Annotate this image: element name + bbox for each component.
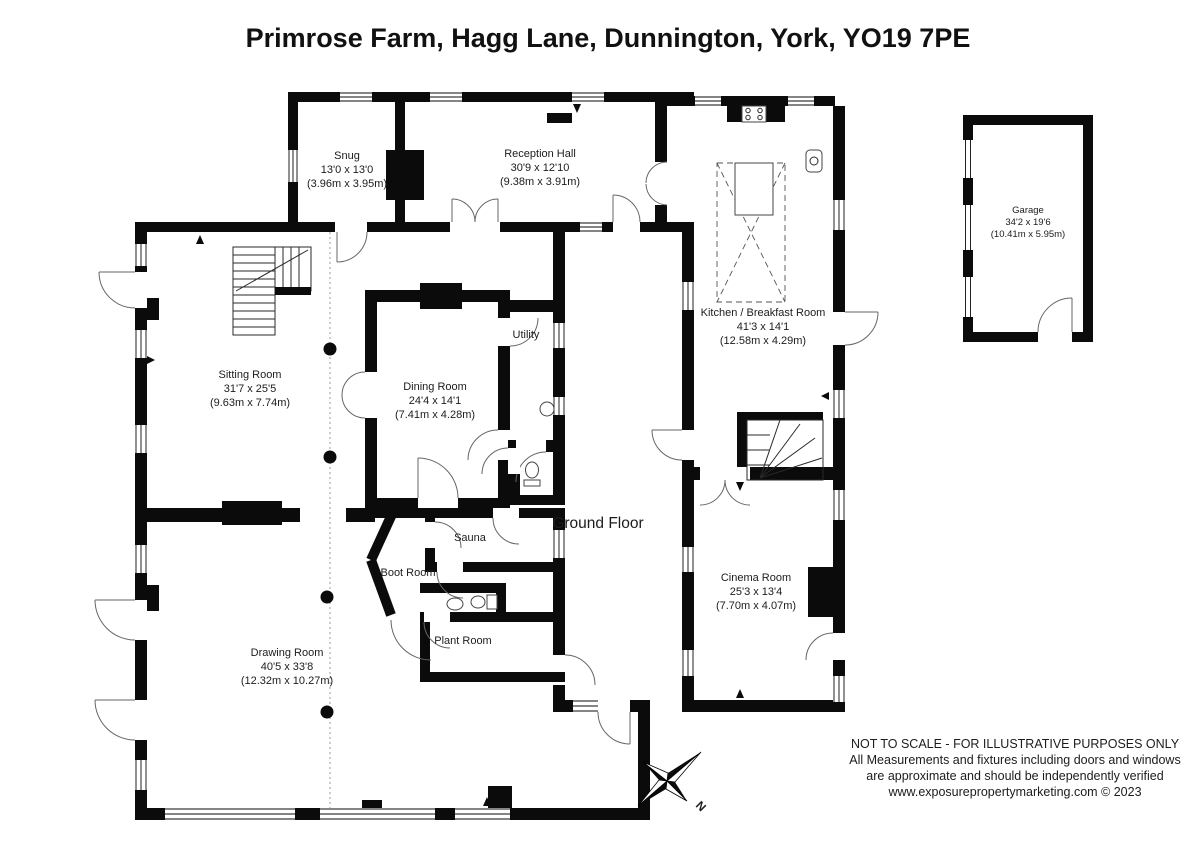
- svg-text:(7.41m x 4.28m): (7.41m x 4.28m): [394, 409, 476, 421]
- page-title: Primrose Farm, Hagg Lane, Dunnington, York, YO19 7PE: [245, 23, 971, 53]
- basin-icon: [540, 402, 554, 416]
- svg-text:(3.96m x 3.95m): (3.96m x 3.95m): [306, 178, 388, 190]
- svg-text:Dining Room: Dining Room: [403, 381, 467, 393]
- compass-north-label: N: [692, 798, 709, 815]
- svg-text:30'9 x 12'10: 30'9 x 12'10: [510, 162, 570, 174]
- sink-icon: [806, 150, 822, 172]
- kitchen-island: [735, 163, 773, 215]
- label-reception-hall: [500, 148, 580, 188]
- hob-icon: [742, 106, 766, 122]
- kitchen-fixtures: [717, 106, 823, 480]
- label-sitting-room: [210, 369, 290, 409]
- svg-text:(9.38m x 3.91m): (9.38m x 3.91m): [499, 176, 581, 188]
- label-plant-room: Plant Room: [434, 635, 492, 647]
- label-boot-room: Boot Room: [380, 567, 436, 579]
- svg-text:Kitchen / Breakfast Room: Kitchen / Breakfast Room: [700, 307, 826, 319]
- label-kitchen: [701, 307, 826, 347]
- svg-text:Cinema Room: Cinema Room: [720, 572, 792, 584]
- svg-text:(10.41m x 5.95m): (10.41m x 5.95m): [990, 229, 1066, 240]
- disclaimer-website: www.exposurepropertymarketing.com © 2023: [888, 785, 1142, 799]
- sitting-room-fireplace: [222, 501, 282, 525]
- svg-text:(12.58m x 4.29m): (12.58m x 4.29m): [719, 335, 807, 347]
- toilet-icon: [471, 596, 485, 608]
- svg-text:(7.70m x 4.07m): (7.70m x 4.07m): [715, 600, 797, 612]
- top-wing-walls: [135, 92, 694, 232]
- svg-text:NOT TO SCALE - FOR ILLUSTRATIV: NOT TO SCALE - FOR ILLUSTRATIVE PURPOSES ONLY: [850, 737, 1180, 751]
- svg-text:Drawing Room: Drawing Room: [250, 647, 324, 659]
- svg-text:Sitting Room: Sitting Room: [218, 369, 282, 381]
- label-utility: Utility: [512, 329, 540, 341]
- label-sauna: Sauna: [454, 532, 486, 544]
- svg-text:(12.32m x 10.27m): (12.32m x 10.27m): [240, 675, 334, 687]
- svg-text:Reception Hall: Reception Hall: [504, 148, 576, 160]
- svg-text:(9.63m x 7.74m): (9.63m x 7.74m): [209, 397, 291, 409]
- disclaimer: [849, 737, 1180, 799]
- svg-text:34'2 x 19'6: 34'2 x 19'6: [1005, 217, 1051, 228]
- basin-icon: [447, 598, 463, 610]
- svg-text:Garage: Garage: [1012, 205, 1044, 216]
- toilet-icon: [526, 462, 539, 478]
- label-garage: [991, 205, 1065, 240]
- svg-text:40'5 x 33'8: 40'5 x 33'8: [260, 661, 314, 673]
- svg-text:25'3 x 13'4: 25'3 x 13'4: [729, 586, 783, 598]
- boot-wc-fixtures: [447, 595, 497, 610]
- label-cinema-room: [716, 572, 796, 612]
- label-dining-room: [395, 381, 475, 421]
- svg-text:All Measurements and fixtures: All Measurements and fixtures including doors and windows: [849, 753, 1181, 767]
- label-snug: [307, 150, 387, 190]
- svg-text:31'7 x 25'5: 31'7 x 25'5: [223, 383, 277, 395]
- svg-text:24'4 x 14'1: 24'4 x 14'1: [408, 395, 462, 407]
- main-staircase: [233, 247, 311, 335]
- svg-text:Snug: Snug: [334, 150, 360, 162]
- floor-label: Ground Floor: [552, 515, 644, 532]
- svg-text:are approximate and should be: are approximate and should be independently verified: [866, 769, 1164, 783]
- svg-text:41'3 x 14'1: 41'3 x 14'1: [736, 321, 790, 333]
- label-drawing-room: [241, 647, 333, 687]
- svg-text:13'0 x 13'0: 13'0 x 13'0: [320, 164, 374, 176]
